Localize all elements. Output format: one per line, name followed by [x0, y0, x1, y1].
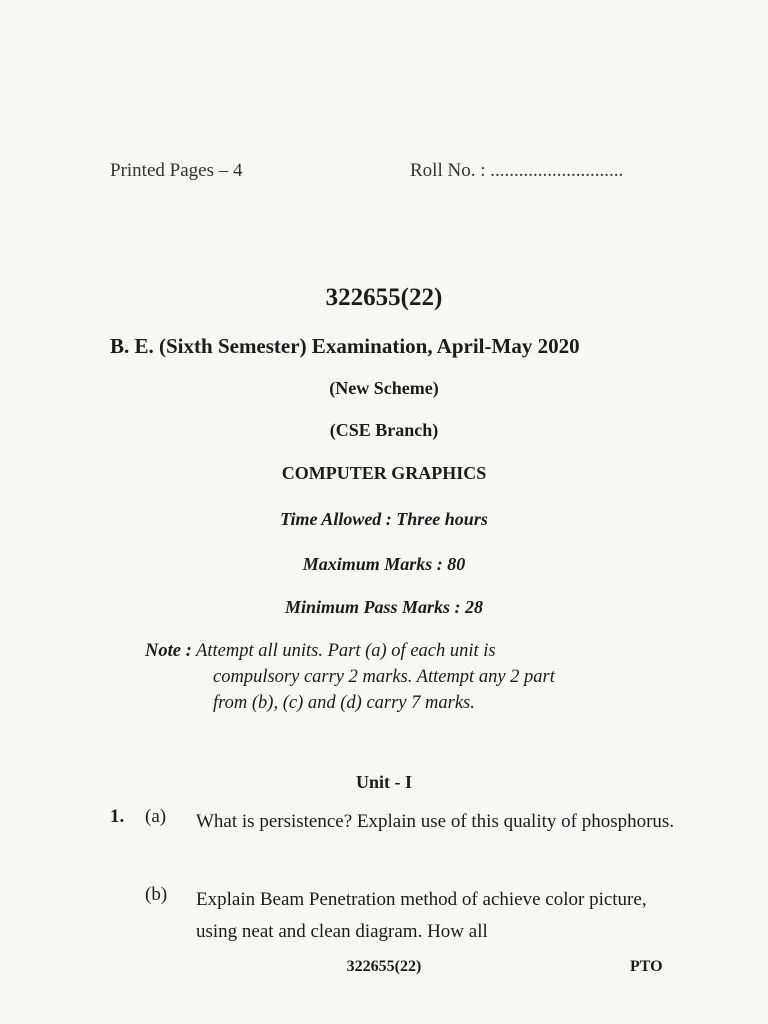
pto-marker: PTO [630, 958, 663, 975]
printed-pages: Printed Pages – 4 [110, 160, 243, 181]
instructions-note [145, 638, 669, 716]
note-text-1: Attempt all units. Part (a) of each unit is [196, 641, 496, 661]
question-part-a-text: What is persistence? Explain use of this quality of phosphorus. [196, 811, 675, 832]
scheme: (New Scheme) [329, 378, 439, 398]
note-text-2: compulsory carry 2 marks. Attempt any 2 part [213, 667, 555, 687]
question-part-b-label: (b) [145, 884, 168, 905]
note-text-3: from (b), (c) and (d) carry 7 marks. [213, 693, 475, 713]
minimum-pass-marks: Minimum Pass Marks : 28 [284, 597, 484, 617]
question-part-a-label: (a) [145, 806, 167, 827]
time-allowed: Time Allowed : Three hours [280, 509, 488, 529]
footer-paper-code: 322655(22) [346, 958, 422, 975]
paper-code: 322655(22) [325, 284, 443, 311]
branch: (CSE Branch) [329, 420, 439, 440]
question-part-b-text: Explain Beam Penetration method of achieve color picture, using neat and clean diagram. How all [196, 889, 647, 942]
maximum-marks: Maximum Marks : 80 [302, 554, 466, 574]
note-label: Note : [145, 641, 192, 661]
unit-heading: Unit - I [355, 772, 412, 792]
question-number: 1. [110, 806, 125, 827]
subject-title: COMPUTER GRAPHICS [281, 463, 487, 483]
roll-number: Roll No. : ............................ [410, 160, 624, 181]
exam-title: B. E. (Sixth Semester) Examination, April-May 2020 [110, 334, 580, 358]
note-line-1 [145, 638, 669, 664]
